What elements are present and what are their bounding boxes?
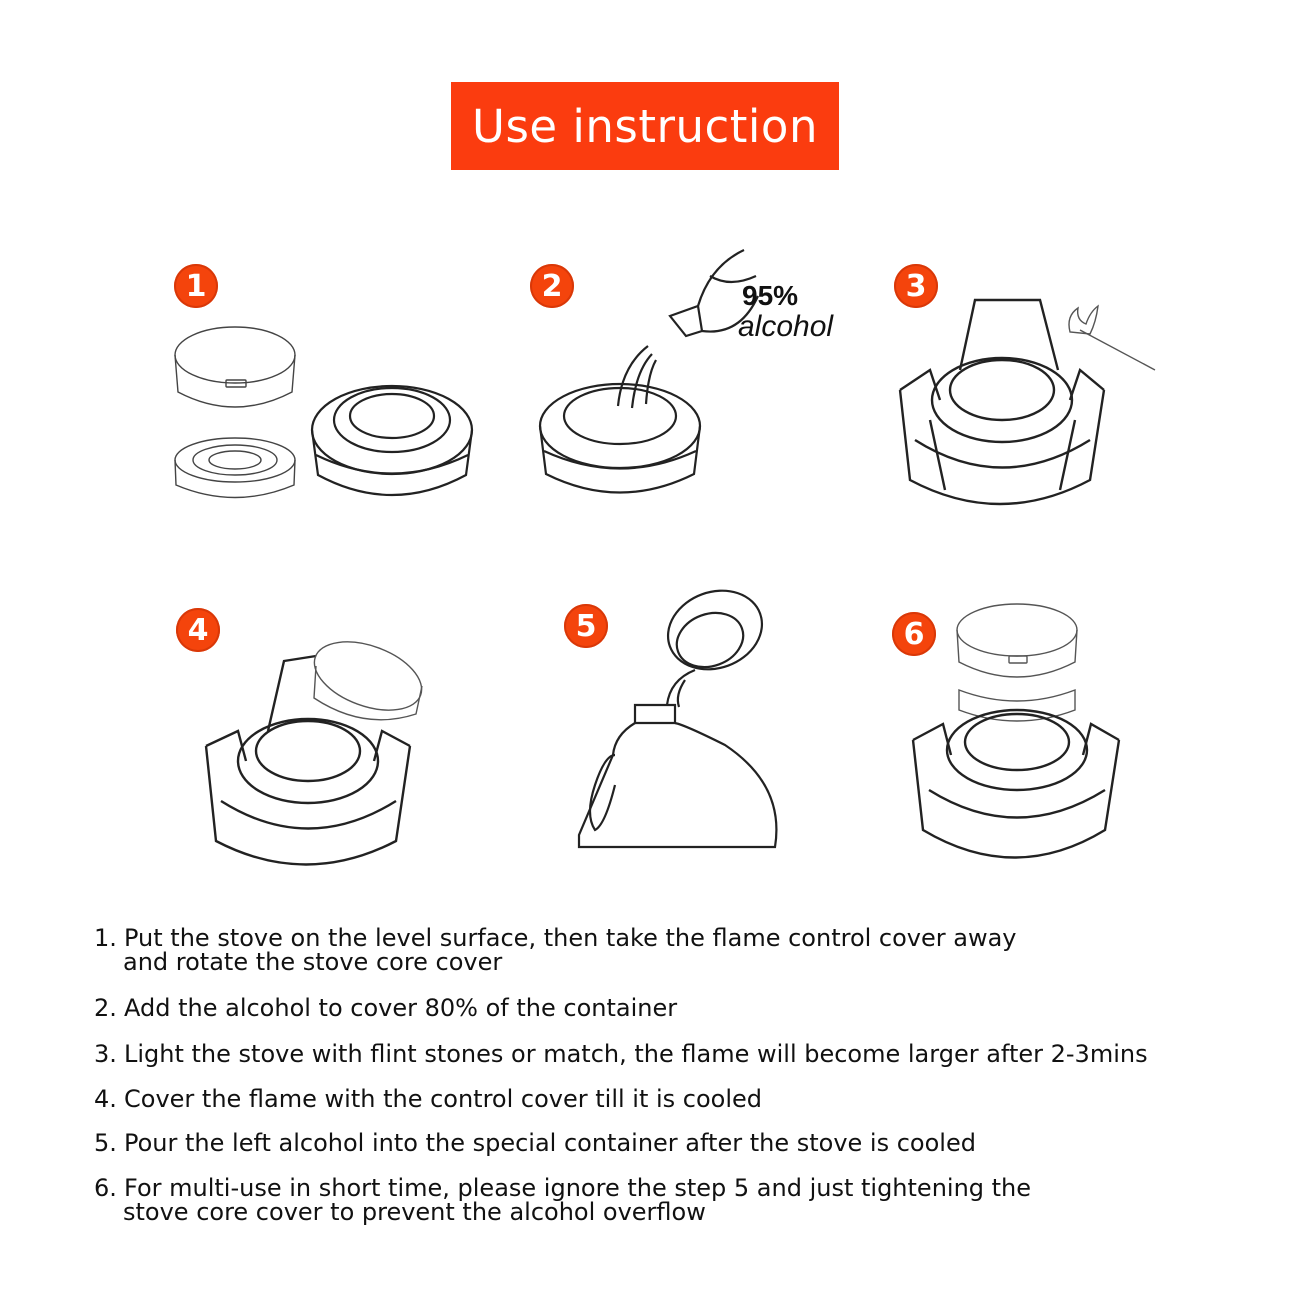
step-badge-3: 3: [894, 264, 938, 308]
step-2-text: 2. Add the alcohol to cover 80% of the container: [94, 994, 678, 1022]
step-badge-2: 2: [530, 264, 574, 308]
step-3-text: 3. Light the stove with flint stones or match, the flame will become larger after 2-3mins: [94, 1040, 1148, 1068]
step-3-illustration: [890, 290, 1170, 530]
step-5-text: 5. Pour the left alcohol into the special container after the stove is cooled: [94, 1129, 976, 1157]
step-4-illustration: [196, 636, 436, 886]
step-2-illustration: [530, 236, 760, 516]
step-5-illustration: [575, 585, 785, 855]
step-6-illustration: [905, 600, 1135, 890]
alcohol-word-label: alcohol: [738, 310, 834, 343]
step-6-text: 6. For multi-use in short time, please ignore the step 5 and just tightening the stove core cover to prevent the alcohol overflow: [94, 1174, 1032, 1226]
step-1-text: 1. Put the stove on the level surface, then take the flame control cover away and rotate the stove core cover: [94, 924, 1017, 976]
step-4-text: 4. Cover the flame with the control cover till it is cooled: [94, 1085, 763, 1113]
step-badge-5: 5: [564, 604, 608, 648]
title-banner: [451, 82, 839, 170]
page-title: Use instruction: [472, 99, 818, 153]
step-badge-1: 1: [174, 264, 218, 308]
alcohol-percent-label: 95%: [742, 280, 799, 311]
step-1-illustration: [160, 320, 480, 520]
step-badge-6: 6: [892, 612, 936, 656]
step-badge-4: 4: [176, 608, 220, 652]
